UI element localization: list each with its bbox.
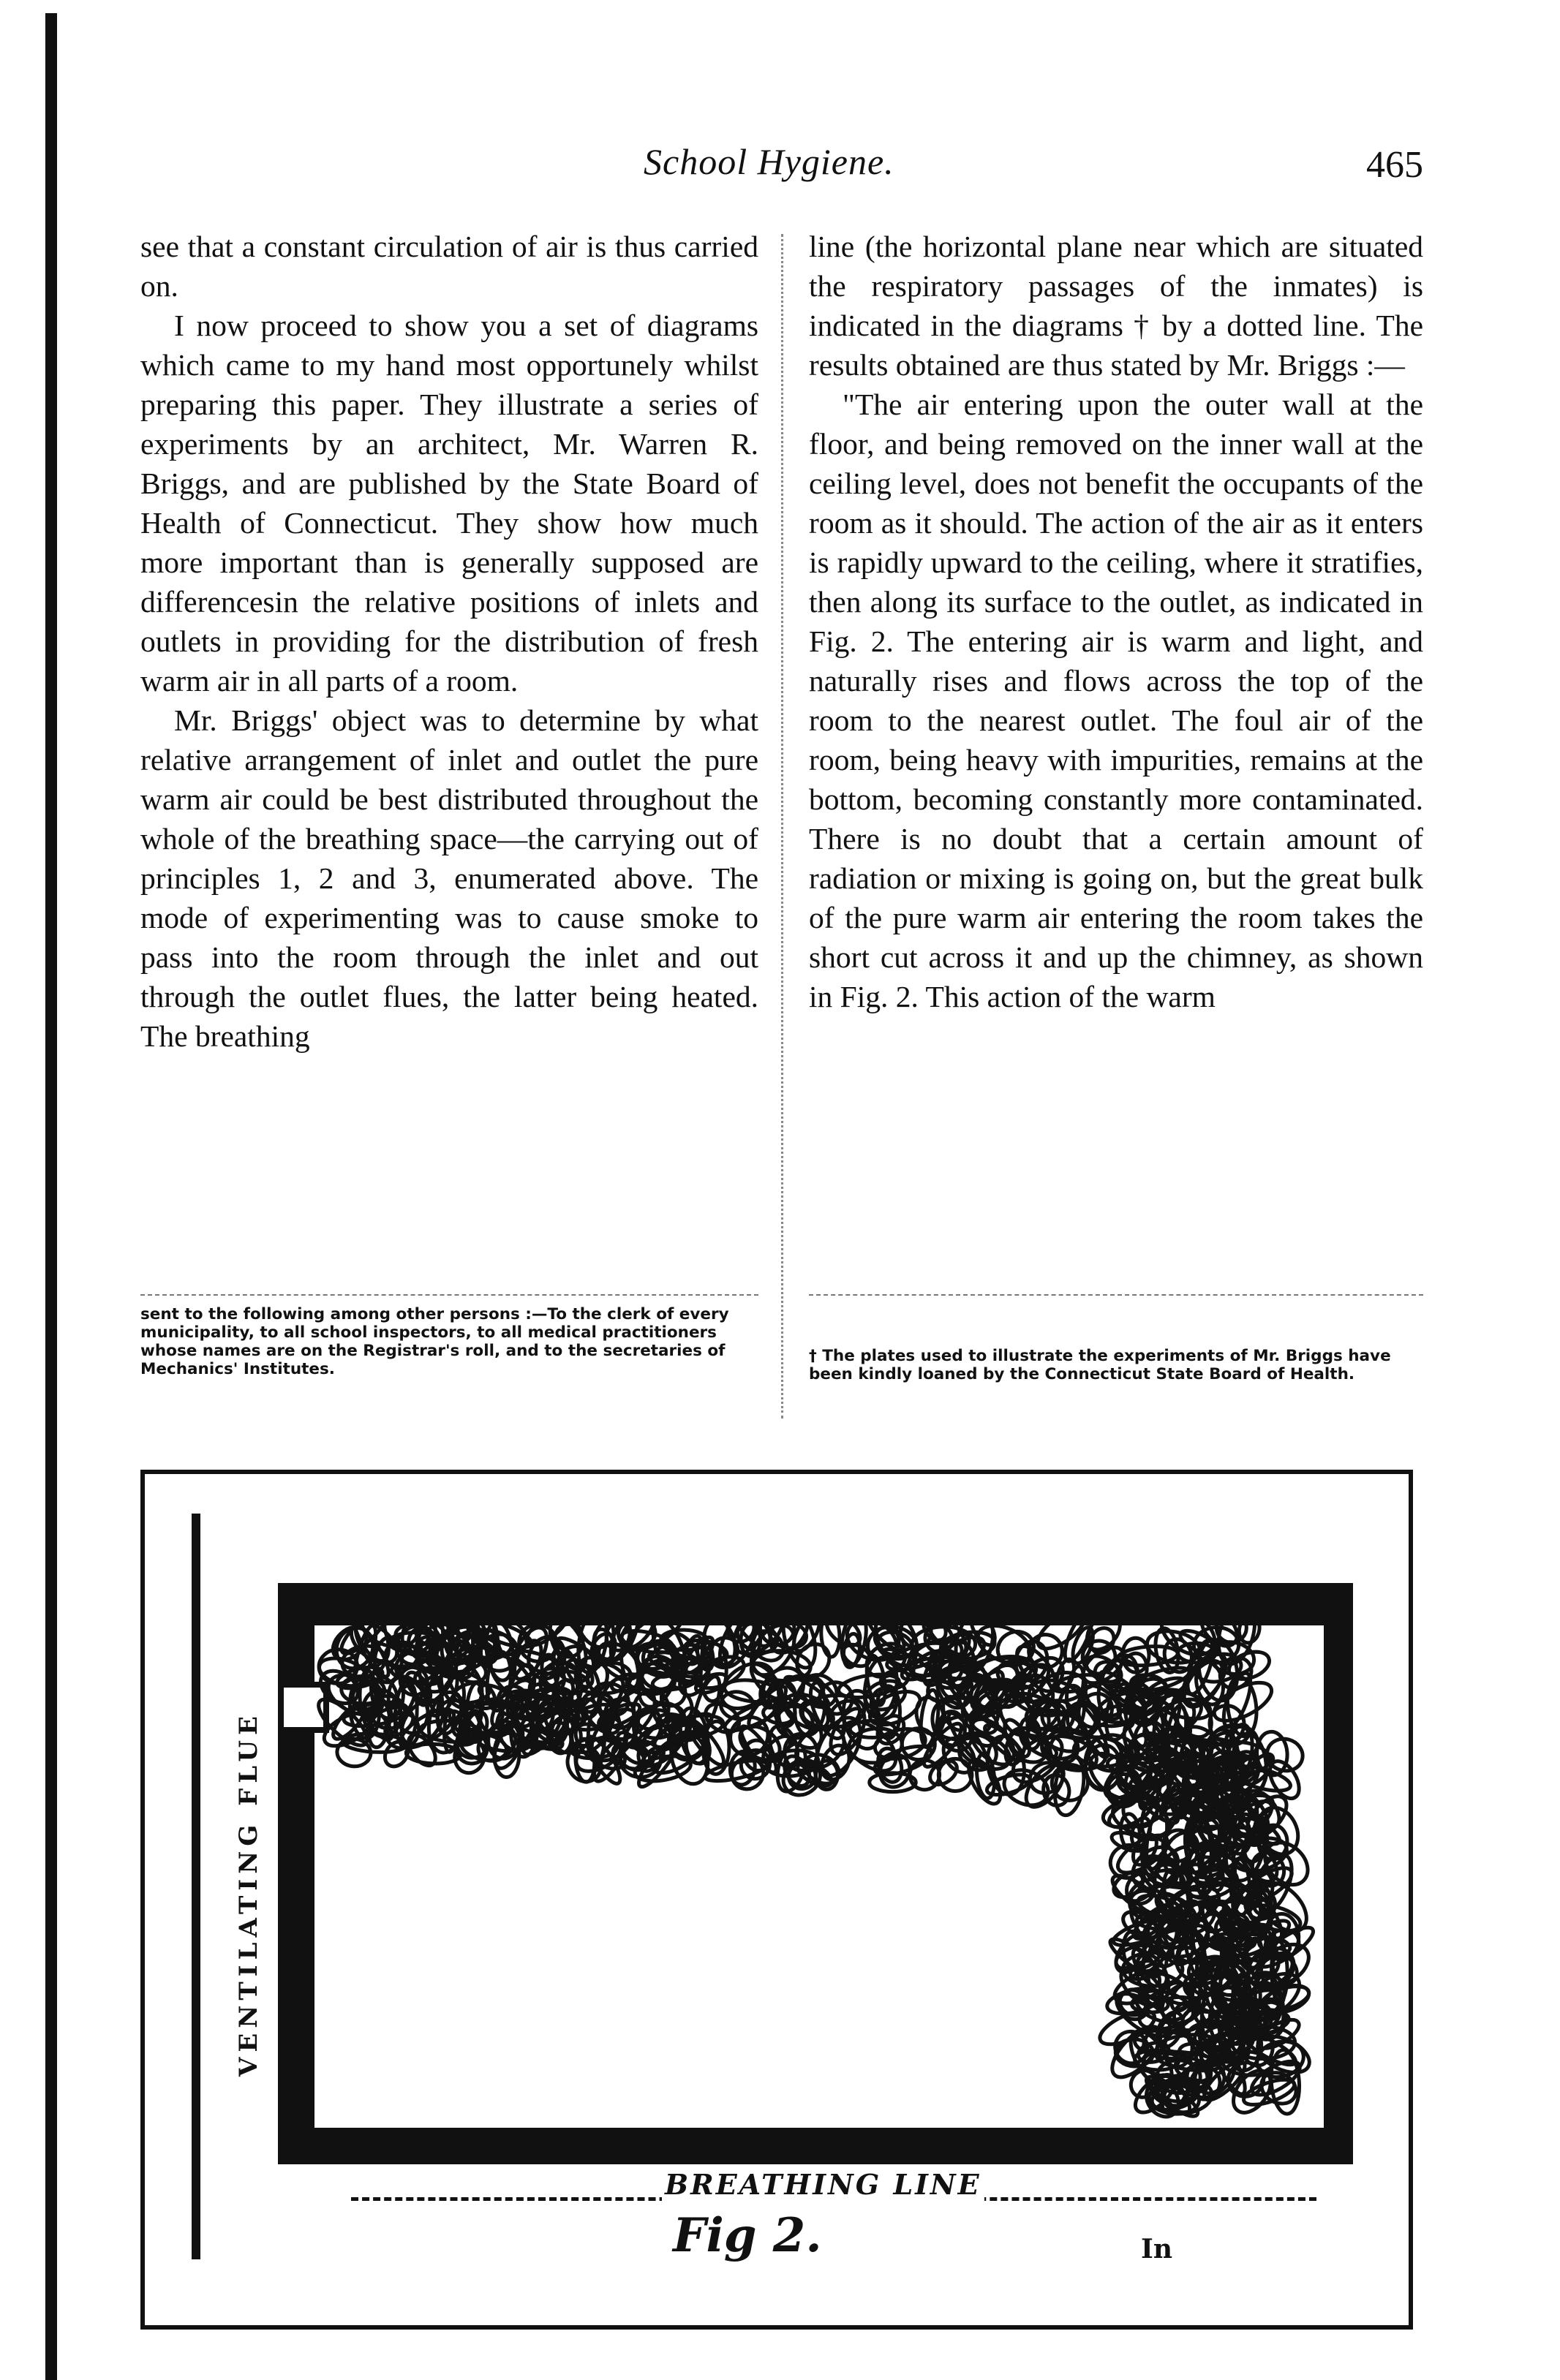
breathing-line-label: BREATHING LINE [662, 2168, 984, 2201]
smoke-pattern [314, 1620, 1324, 2131]
ventilating-flue-label: VENTILATING FLUE [234, 1711, 263, 2077]
left-paragraph-1: see that a constant circulation of air is thus carried on. [140, 230, 758, 303]
left-paragraph-2: I now proceed to show you a set of diagrams which came to my hand most opportunely whilst preparing this paper. They illustrate a series of experiments by an architect, Mr. Warren R. Briggs, and are published by the State Board of Health of Connecticut. They show how much more important than is generally supposed are differencesin the relative positions of inlets and outlets in providing for the distribution of fresh warm air in all parts of a room. [140, 309, 758, 698]
footnote-left: sent to the following among other persons :—To the clerk of every municipality, to all school inspectors, to all medical practitioners whose names are on the Registrar's roll, and to the secretaries of Mechanics' Institutes. [140, 1305, 729, 1378]
page-number: 465 [1366, 144, 1423, 186]
right-column [809, 227, 1423, 1016]
figure-caption: Fig 2. [673, 2208, 822, 2263]
column-divider [781, 234, 783, 1418]
inlet-label: In [1141, 2234, 1173, 2264]
left-paragraph-3: Mr. Briggs' object was to determine by what relative arrangement of inlet and outlet the pure warm air could be best distributed throughout the whole of the breathing space—the carrying out of principles 1, 2 and 3, enumerated above. The mode of experimenting was to cause smoke to pass into the room through the inlet and out through the outlet flues, the latter being heated. The breathing [140, 703, 758, 1053]
footnote-rule-right [809, 1294, 1423, 1296]
footnote-right: † The plates used to illustrate the experiments of Mr. Briggs have been kindly loaned by the Connecticut State Board of Health. [809, 1347, 1391, 1383]
right-paragraph-2: "The air entering upon the outer wall at the floor, and being removed on the inner wall at the ceiling level, does not benefit the occupants of the room as it should. The action of the air as it enters is rapidly upward to the ceiling, where it stratifies, then along its surface to the outlet, as indicated in Fig. 2. The entering air is warm and light, and naturally rises and flows across the top of the room to the nearest outlet. The foul air of the room, being heavy with impurities, remains at the bottom, becoming constantly more contaminated. There is no doubt that a certain amount of radiation or mixing is going on, but the great bulk of the pure warm air entering the room takes the short cut across it and up the chimney, as shown in Fig. 2. This action of the warm [809, 388, 1423, 1013]
running-head: School Hygiene. [644, 141, 894, 182]
figure-outer-wall-line [192, 1514, 200, 2259]
page-edge-bar [45, 13, 57, 2380]
right-paragraph-1: line (the horizontal plane near which are situated the respiratory passages of the inmates) is indicated in the diagrams † by a dotted line. The results obtained are thus stated by Mr. Briggs :— [809, 230, 1423, 382]
left-column [140, 227, 758, 1056]
footnote-rule-left [140, 1294, 758, 1296]
